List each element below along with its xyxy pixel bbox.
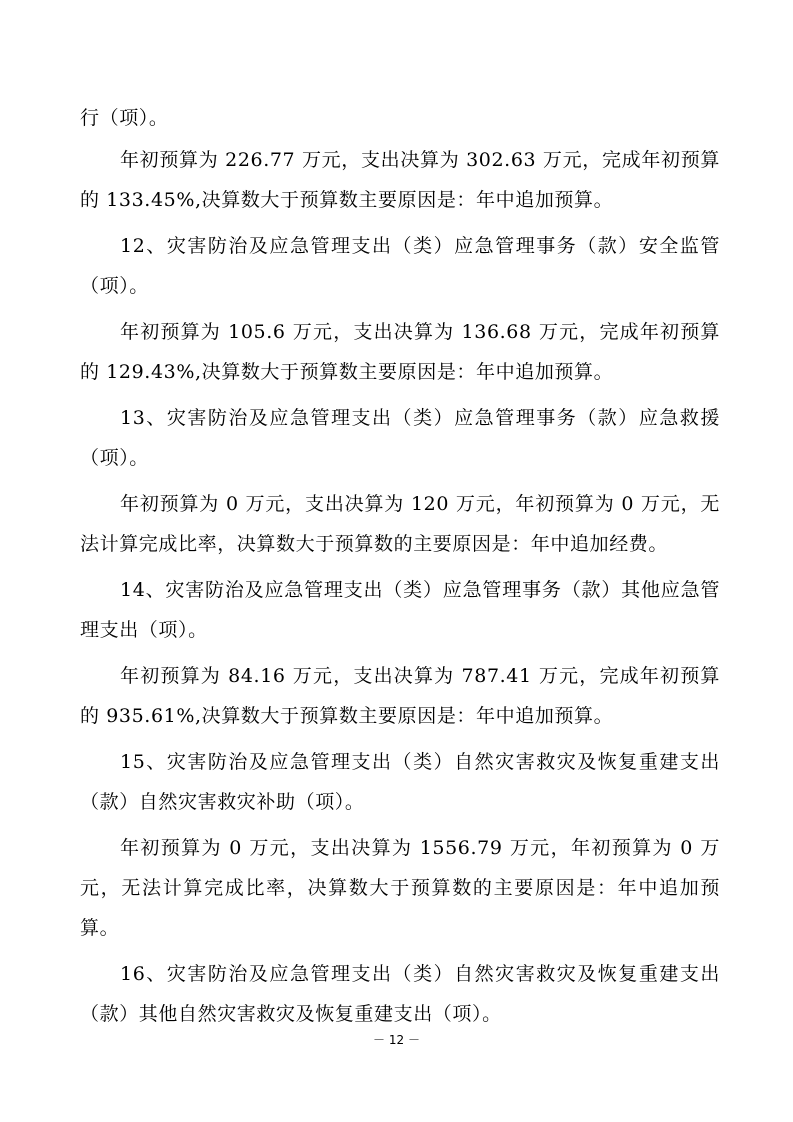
- paragraph-budget-15: 年初预算为 0 万元，支出决算为 1556.79 万元，年初预算为 0 万元，无法计算完成比率，决算数大于预算数的主要原因是：年中追加预算。: [80, 837, 720, 939]
- paragraph-item-14: 14、灾害防治及应急管理支出（类）应急管理事务（款）其他应急管理支出（项）。: [80, 579, 720, 641]
- paragraph-item-13: 13、灾害防治及应急管理支出（类）应急管理事务（款）应急救援（项）。: [80, 407, 720, 469]
- paragraph-budget-12: 年初预算为 105.6 万元，支出决算为 136.68 万元，完成年初预算的 129.43%,决算数大于预算数主要原因是：年中追加预算。: [80, 321, 720, 383]
- paragraph-item-16: 16、灾害防治及应急管理支出（类）自然灾害救灾及恢复重建支出（款）其他自然灾害救灾及恢复重建支出（项）。: [80, 963, 720, 1025]
- page-number: － 12 －: [373, 1033, 420, 1047]
- paragraph-budget-13: 年初预算为 0 万元，支出决算为 120 万元，年初预算为 0 万元，无法计算完成比率，决算数大于预算数的主要原因是：年中追加经费。: [80, 493, 720, 555]
- paragraph-budget-11: 年初预算为 226.77 万元，支出决算为 302.63 万元，完成年初预算的 133.45%,决算数大于预算数主要原因是：年中追加预算。: [80, 149, 720, 211]
- paragraph-item-12: 12、灾害防治及应急管理支出（类）应急管理事务（款）安全监管（项）。: [80, 235, 720, 297]
- paragraph-continuation: 行（项）。: [80, 107, 169, 129]
- paragraph-budget-14: 年初预算为 84.16 万元，支出决算为 787.41 万元，完成年初预算的 935.61%,决算数大于预算数主要原因是：年中追加预算。: [80, 665, 720, 727]
- paragraph-item-15: 15、灾害防治及应急管理支出（类）自然灾害救灾及恢复重建支出（款）自然灾害救灾补助（项）。: [80, 751, 720, 813]
